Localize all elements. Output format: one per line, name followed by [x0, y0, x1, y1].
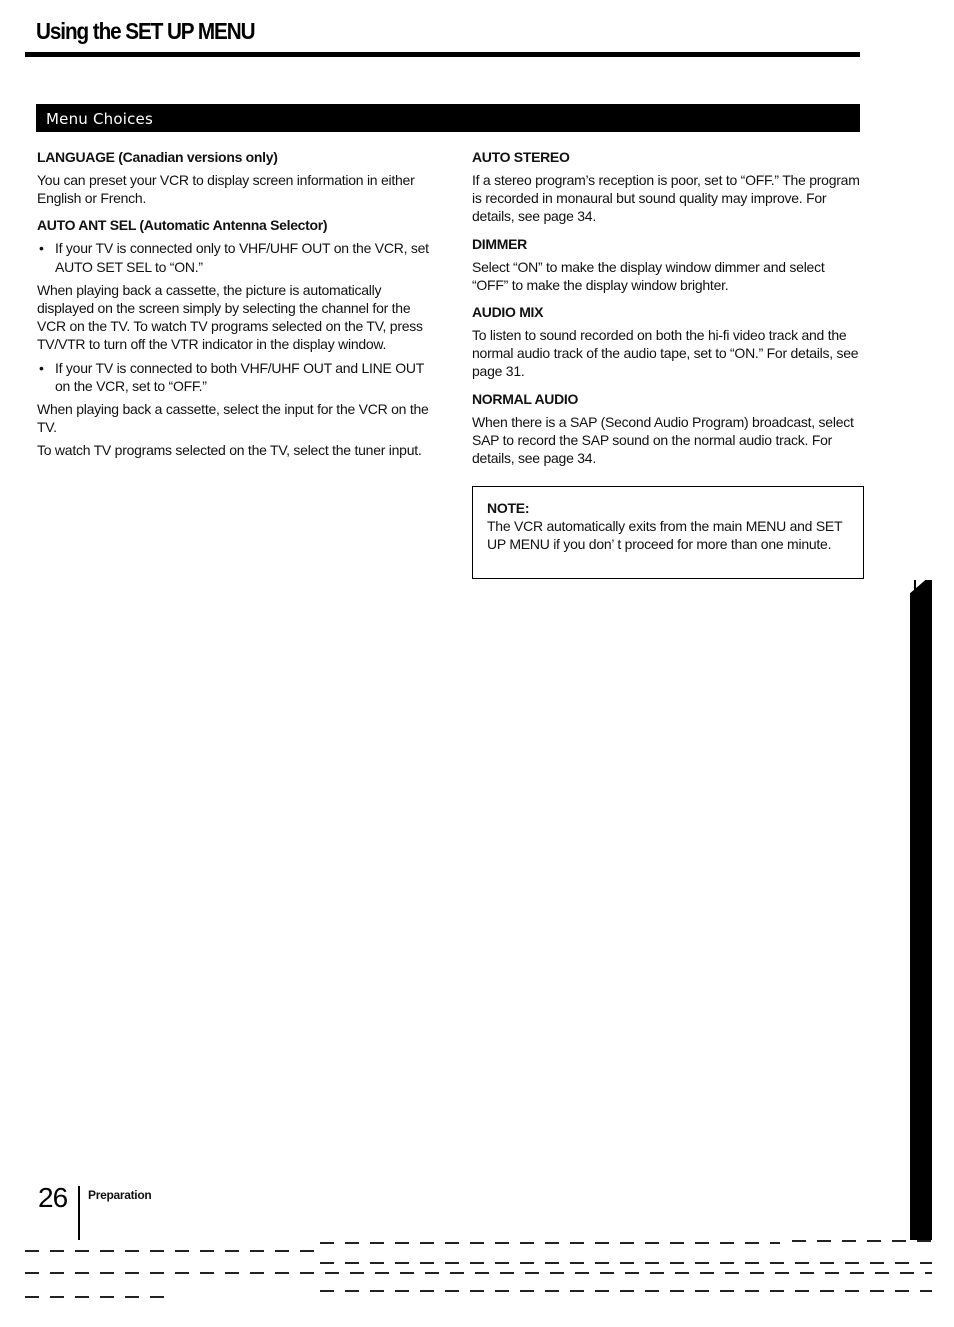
note-box — [472, 486, 864, 579]
auto-stereo-text: If a stereo program’s reception is poor, set to “OFF.” The program is recorded in monaural but sound quality may improve. For details, see page 34. — [472, 172, 860, 225]
scan-dash-line — [25, 1272, 932, 1274]
bullet-item — [37, 359, 429, 395]
left-column — [37, 148, 429, 469]
right-column — [472, 148, 864, 476]
auto-ant-sel-section — [37, 216, 429, 459]
bullet-dot-icon: • — [39, 359, 44, 376]
dimmer-section — [472, 235, 864, 294]
note-text: The VCR automatically exits from the main MENU and SET UP MENU if you don’ t proceed for more than one minute. — [487, 518, 843, 553]
scan-dash-line — [792, 1240, 932, 1242]
language-section — [37, 148, 429, 207]
thumb-index-line — [914, 580, 916, 592]
bullet-item — [37, 239, 429, 275]
normal-audio-section — [472, 390, 864, 468]
thumb-index-tab — [910, 580, 932, 1240]
footer-divider — [78, 1186, 80, 1240]
bullet-dot-icon: • — [39, 240, 44, 257]
page-title: Using the SET UP MENU — [36, 18, 255, 44]
scan-dash-line — [320, 1242, 780, 1244]
scan-dash-line — [320, 1262, 932, 1264]
normal-audio-heading: NORMAL AUDIO — [472, 390, 579, 407]
bullet-text: If your TV is connected only to VHF/UHF OUT on the VCR, set AUTO SET SEL to “ON.” — [55, 240, 429, 275]
normal-audio-text: When there is a SAP (Second Audio Program) broadcast, select SAP to record the SAP sound on the normal audio track. For details, see page 34. — [472, 413, 854, 467]
language-heading: LANGUAGE (Canadian versions only) — [37, 149, 278, 165]
dimmer-text: Select “ON” to make the display window dimmer and select “OFF” to make the display window brighter. — [472, 258, 825, 293]
audio-mix-heading: AUDIO MIX — [472, 304, 544, 321]
paragraph: When playing back a cassette, select the input for the VCR on the TV. — [37, 401, 429, 436]
paragraph: When playing back a cassette, the picture is automatically displayed on the screen simply by selecting the channel for the VCR on the TV. To watch TV programs selected on the TV, press TV/VTR to turn off the VTR indicator in the display window. — [37, 281, 423, 353]
footer-section-name: Preparation — [88, 1188, 152, 1202]
language-text: You can preset your VCR to display screen information in either English or French. — [37, 172, 415, 207]
scan-dash-line — [25, 1296, 165, 1298]
dimmer-heading: DIMMER — [472, 235, 527, 252]
audio-mix-section — [472, 303, 864, 381]
section-header-bar: Menu Choices — [36, 104, 860, 132]
auto-stereo-heading: AUTO STEREO — [472, 149, 570, 165]
scan-dash-line — [320, 1290, 932, 1292]
paragraph: To watch TV programs selected on the TV, select the tuner input. — [37, 442, 422, 459]
bullet-text: If your TV is connected to both VHF/UHF OUT and LINE OUT on the VCR, set to “OFF.” — [55, 359, 424, 394]
scan-dash-line — [25, 1250, 315, 1252]
auto-ant-sel-heading: AUTO ANT SEL (Automatic Antenna Selector) — [37, 217, 328, 234]
page-number: 26 — [38, 1182, 68, 1213]
note-label: NOTE: — [487, 500, 530, 516]
audio-mix-text: To listen to sound recorded on both the hi-fi video track and the normal audio track of the audio tape, set to “ON.” For details, see page 31. — [472, 327, 859, 380]
title-rule — [25, 52, 860, 57]
auto-stereo-section — [472, 148, 864, 226]
